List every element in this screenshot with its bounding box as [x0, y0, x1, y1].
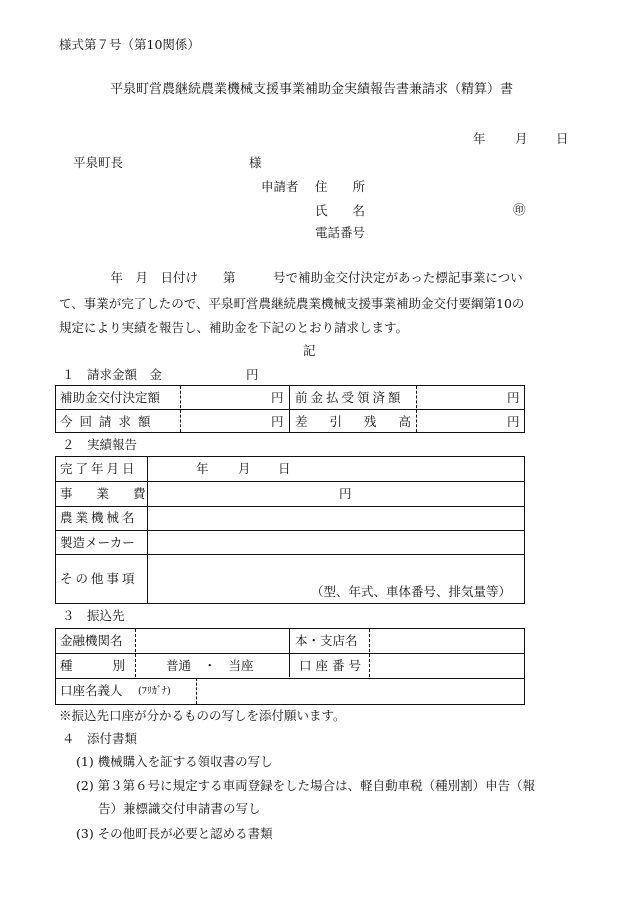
maker-label: 製造メーカー: [60, 535, 135, 550]
completion-day: 日: [278, 461, 291, 476]
date-month: 月: [515, 131, 528, 146]
bank-transfer-table: [55, 628, 525, 705]
account-type-value: 普通 ・ 当座: [166, 658, 254, 673]
addressee-honorific: 様: [249, 155, 262, 170]
grant-decision-amount-label: 補助金交付決定額: [60, 390, 161, 405]
body-line-1: 年 月 日付け 第 号で補助金交付決定があった標記事業につい: [98, 270, 523, 285]
advance-received-yen: 円: [507, 390, 520, 405]
transfer-note: ※振込先口座が分かるものの写しを添付願います。: [59, 708, 346, 723]
current-request-label: 今回請求額: [60, 414, 158, 429]
performance-report-table: [55, 456, 525, 604]
other-items-note: （型、年式、車体番号、排気量等）: [311, 584, 512, 599]
body-line-2: て、事業が完了したので、平泉町営農継続農業機械支援事業補助金交付要綱第10の: [59, 296, 525, 311]
section1-yen: 円: [246, 367, 259, 382]
balance-label: 差引残高: [295, 414, 434, 429]
project-cost-yen: 円: [339, 486, 352, 501]
account-number-label: 口座番号: [299, 658, 366, 673]
completion-date-label: 完了年月日: [60, 461, 138, 476]
body-line-3: 規定により実績を報告し、補助金を下記のとおり請求します。: [59, 320, 409, 335]
section3-heading: ３ 振込先: [62, 608, 125, 623]
section2-heading: ２ 実績報告: [62, 437, 138, 452]
attachment-item-2-line-1: (2) 第３第６号に規定する車両登録をした場合は、軽自動車税（種別割）申告（報: [76, 778, 536, 793]
account-holder-label: 口座名義人: [60, 683, 123, 698]
form-number: 様式第７号（第10関係）: [59, 37, 200, 52]
bank-name-label: 金融機関名: [60, 633, 123, 648]
applicant-name-label: 氏 名: [315, 203, 366, 218]
account-holder-kana: (ﾌﾘｶﾞﾅ): [138, 686, 171, 697]
section1-heading: １ 請求金額 金: [62, 367, 163, 382]
project-cost-label: 事業費: [60, 486, 170, 501]
completion-month: 月: [238, 461, 251, 476]
current-request-yen: 円: [271, 414, 284, 429]
request-amount-table: [55, 385, 525, 433]
completion-year: 年: [196, 461, 209, 476]
ki-heading: 記: [303, 343, 316, 358]
section4-heading: ４ 添付書類: [62, 731, 138, 746]
attachment-item-3: (3) その他町長が必要と認める書類: [76, 826, 273, 841]
account-type-label: 種別: [60, 658, 166, 673]
date-year: 年: [473, 131, 486, 146]
attachment-item-1: (1) 機械購入を証する領収書の写し: [76, 754, 273, 769]
branch-name-label: 本・支店名: [295, 633, 358, 648]
balance-yen: 円: [507, 414, 520, 429]
applicant-phone-label: 電話番号: [315, 225, 366, 240]
applicant-label: 申請者: [261, 179, 299, 194]
addressee-name: 平泉町長: [73, 155, 124, 170]
machine-name-label: 農業機械名: [60, 510, 138, 525]
other-items-label: その他事項: [60, 571, 138, 586]
document-title: 平泉町営農継続農業機械支援事業補助金実績報告書兼請求（精算）書: [110, 82, 514, 97]
advance-received-label: 前金払受領済額: [295, 390, 404, 405]
date-day: 日: [556, 131, 569, 146]
seal-mark: ㊞: [513, 202, 526, 217]
applicant-address-label: 住 所: [315, 179, 366, 194]
grant-decision-amount-yen: 円: [271, 390, 284, 405]
attachment-item-2-line-2: 告）兼標識交付申請書の写し: [98, 801, 261, 816]
